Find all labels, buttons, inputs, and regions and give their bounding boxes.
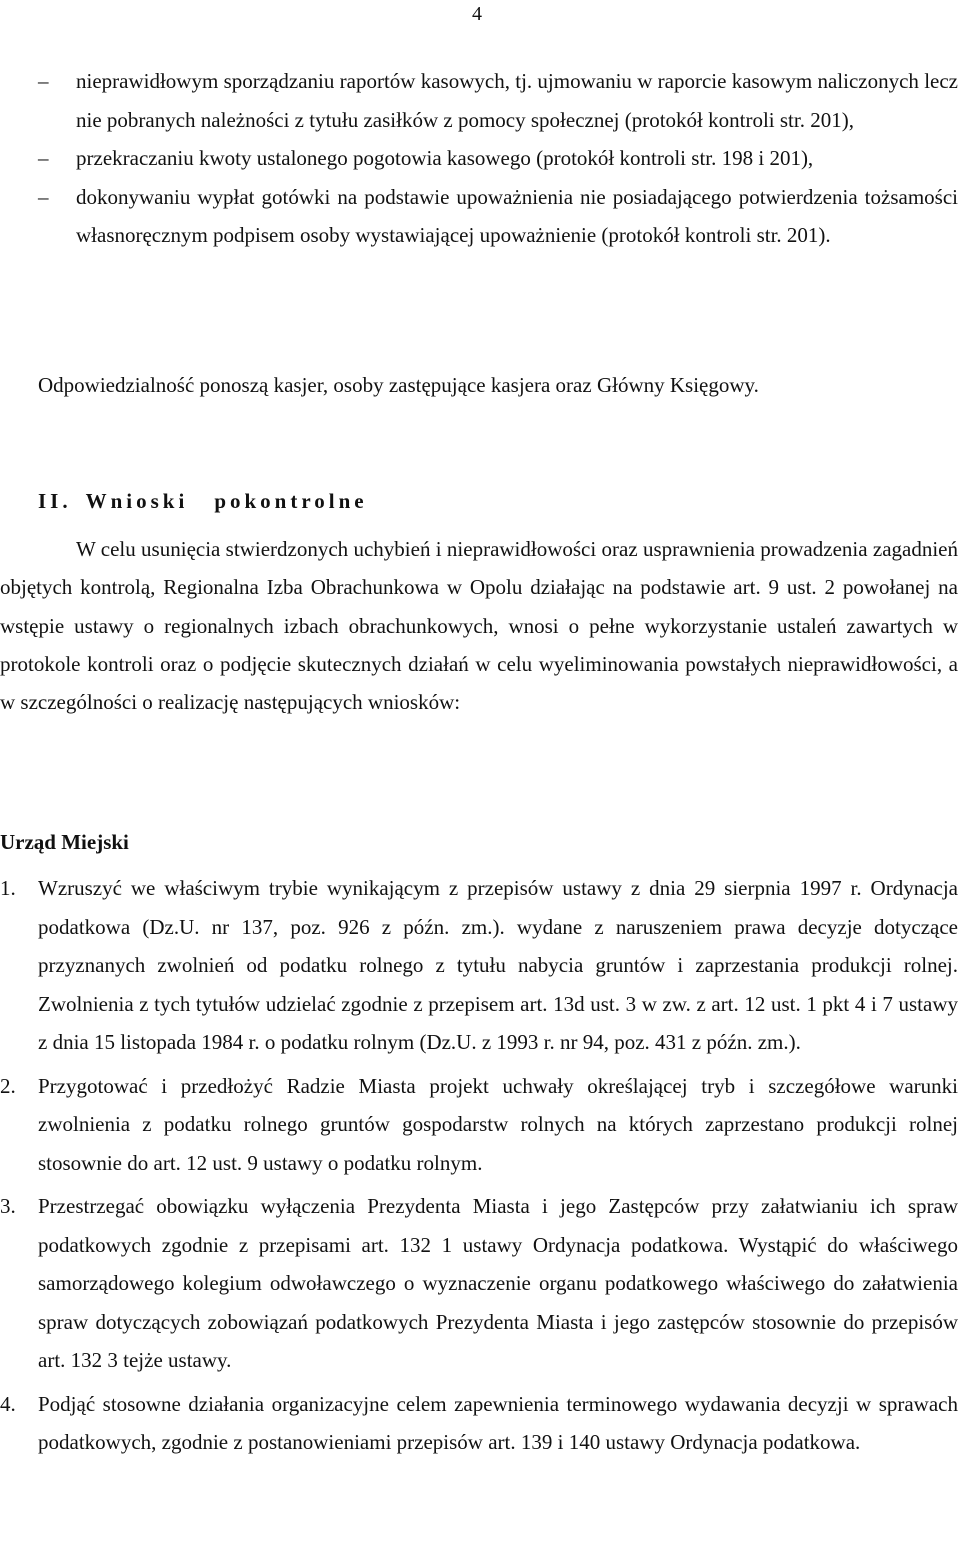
recommendation-item [0,869,958,1062]
recommendation-item [0,1067,958,1183]
finding-text: nieprawidłowym sporządzaniu raportów kasowych, tj. ujmowaniu w raporcie kasowym naliczonych lecz nie pobranych należności z tytułu zasiłków z pomocy społecznej (protokół kontroli str. 201), [76,69,958,132]
dash-bullet: – [38,69,49,93]
responsibility-statement: Odpowiedzialność ponoszą kasjer, osoby zastępujące kasjera oraz Główny Księgowy. [38,373,759,397]
recommendation-number: 4. [0,1391,16,1416]
office-heading: Urząd Miejski [0,830,129,854]
recommendation-number: 3. [0,1194,16,1218]
recommendation-text: Podjąć stosowne działania organizacyjne celem zapewnienia terminowego wydawania decyzji w sprawach podatkowych, zgodnie z postanowieniami przepisów art. 139 i 140 ustawy Ordynacja podatkowa. [38,1391,958,1454]
recommendation-number: 2. [0,1073,16,1098]
dash-bullet: – [38,146,49,170]
finding-text: przekraczaniu kwoty ustalonego pogotowia kasowego (protokół kontroli str. 198 i 201), [76,146,814,170]
recommendation-item [0,1385,958,1462]
recommendation-text: Wzruszyć we właściwym trybie wynikającym z przepisów ustawy z dnia 29 sierpnia 1997 r. Ordynacja podatkowa (Dz.U. nr 137, poz. 926 z późn. zm.). wydane z naruszeniem prawa decyzje dotyczące przyznanych zwolnień od podatku rolnego z tytułu nabycia gruntów i zaprzestania produkcji rolnej. Zwolnienia z tych tytułów udzielać zgodnie z przepisem art. 13d ust. 3 w zw. z art. 12 ust. 1 pkt 4 i 7 ustawy z dnia 15 listopada 1984 r. o podatku rolnym (Dz.U. z 1993 r. nr 94, poz. 431 z późn. zm.). [38,876,958,1054]
finding-item [6,62,958,139]
page-number: 4 [472,3,482,25]
finding-text: dokonywaniu wypłat gotówki na podstawie upoważnienia nie posiadającego potwierdzenia tożsamości własnoręcznym podpisem osoby wystawiającej upoważnienie (protokół kontroli str. 201). [76,184,958,247]
intro-paragraph: W celu usunięcia stwierdzonych uchybień i nieprawidłowości oraz usprawnienia prowadzenia zagadnień objętych kontrolą, Regionalna Izba Obrachunkowa w Opolu działając na podstawie art. 9 ust. 2 powołanej na wstępie ustawy o regionalnych izbach obrachunkowych, wnosi o pełne wykorzystanie ustaleń zawartych w protokole kontroli oraz o podjęcie skutecznych działań w celu wyeliminowania powstałych nieprawidłowości, a w szczególności o realizację następujących wniosków: [0,537,958,715]
section-title-part1: Wnioski [85,489,189,513]
recommendations-list [0,869,958,1462]
recommendation-text: Przestrzegać obowiązku wyłączenia Prezydenta Miasta i jego Zastępców przy załatwianiu ich spraw podatkowych zgodnie z przepisami art. 132 1 ustawy Ordynacja podatkowa. Wystąpić do właściwego samorządowego kolegium odwoławczego o wyznaczenie organu podatkowego właściwego do załatwienia spraw dotyczących zobowiązań podatkowych Prezydenta Miasta i jego zastępców stosownie do przepisów art. 132 3 tejże ustawy. [38,1194,958,1372]
recommendation-text: Przygotować i przedłożyć Radzie Miasta projekt uchwały określającej tryb i szczegółowe warunki zwolnienia z podatku rolnego gruntów gospodarstw rolnych na których zaprzestano produkcji rolnej stosownie do art. 12 ust. 9 ustawy o podatku rolnym. [38,1073,958,1175]
dash-bullet: – [38,184,49,209]
recommendation-item [0,1187,958,1380]
section-number: II. [38,489,72,513]
section-heading [38,486,368,516]
finding-item [6,178,958,255]
findings-dash-list [6,62,958,255]
recommendation-number: 1. [0,876,16,900]
section-title-part2: pokontrolne [214,489,368,513]
finding-item [6,139,958,178]
